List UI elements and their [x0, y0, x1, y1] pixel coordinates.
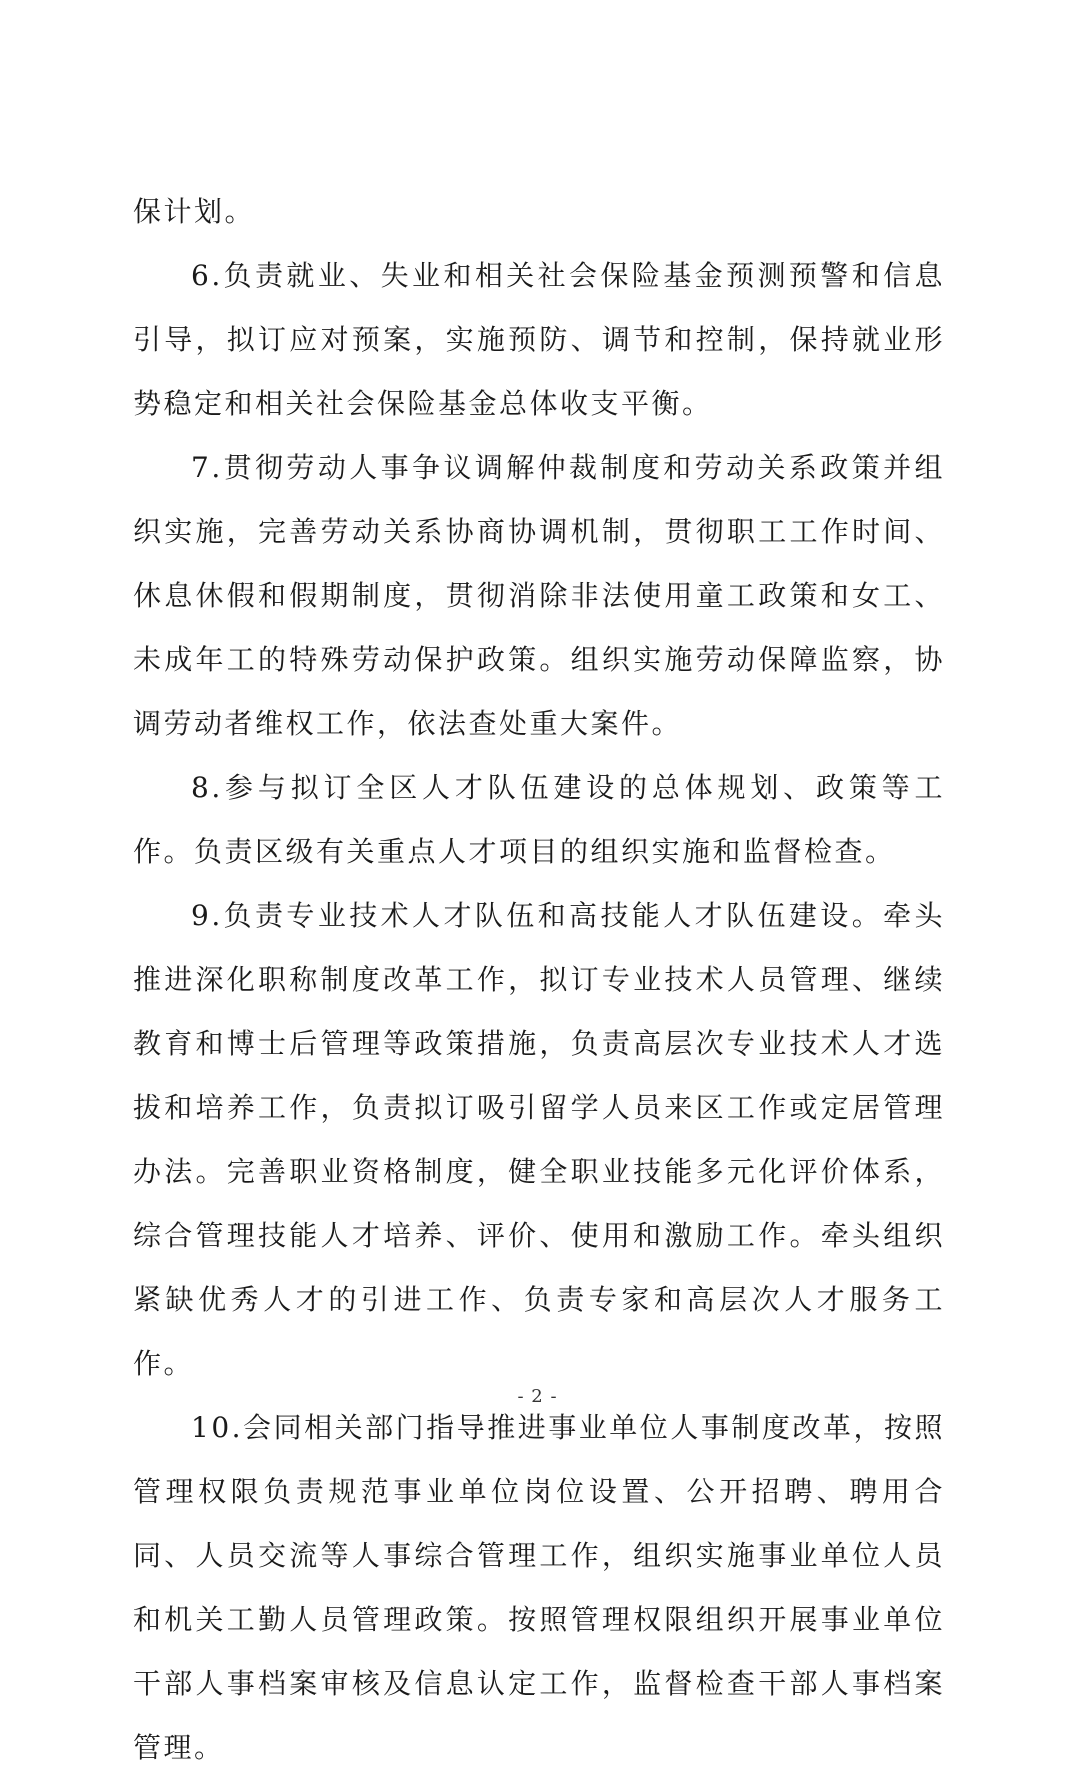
paragraph-item-10: 10.会同相关部门指导推进事业单位人事制度改革，按照管理权限负责规范事业单位岗位设置、公开招聘、聘用合同、人员交流等人事综合管理工作，组织实施事业单位人员和机关工勤人员管理政策。按照管理权限组织开展事业单位干部人事档案审核及信息认定工作，监督检查干部人事档案管理。: [133, 1411, 945, 1764]
paragraph-continuation: 保计划。: [133, 195, 256, 228]
document-body: [133, 180, 945, 1780]
paragraph-item-9: 9.负责专业技术人才队伍和高技能人才队伍建设。牵头推进深化职称制度改革工作，拟订专业技术人员管理、继续教育和博士后管理等政策措施，负责高层次专业技术人才选拔和培养工作，负责拟订吸引留学人员来区工作或定居管理办法。完善职业资格制度，健全职业技能多元化评价体系，综合管理技能人才培养、评价、使用和激励工作。牵头组织紧缺优秀人才的引进工作、负责专家和高层次人才服务工作。: [133, 899, 945, 1380]
paragraph-item-8: 8.参与拟订全区人才队伍建设的总体规划、政策等工作。负责区级有关重点人才项目的组织实施和监督检查。: [133, 771, 945, 868]
paragraph-item-6: 6.负责就业、失业和相关社会保险基金预测预警和信息引导，拟订应对预案，实施预防、调节和控制，保持就业形势稳定和相关社会保险基金总体收支平衡。: [133, 259, 945, 420]
page-number: - 2 -: [517, 1386, 558, 1407]
paragraph-item-7: 7.贯彻劳动人事争议调解仲裁制度和劳动关系政策并组织实施，完善劳动关系协商协调机制，贯彻职工工作时间、休息休假和假期制度，贯彻消除非法使用童工政策和女工、未成年工的特殊劳动保护政策。组织实施劳动保障监察，协调劳动者维权工作，依法查处重大案件。: [133, 451, 945, 740]
